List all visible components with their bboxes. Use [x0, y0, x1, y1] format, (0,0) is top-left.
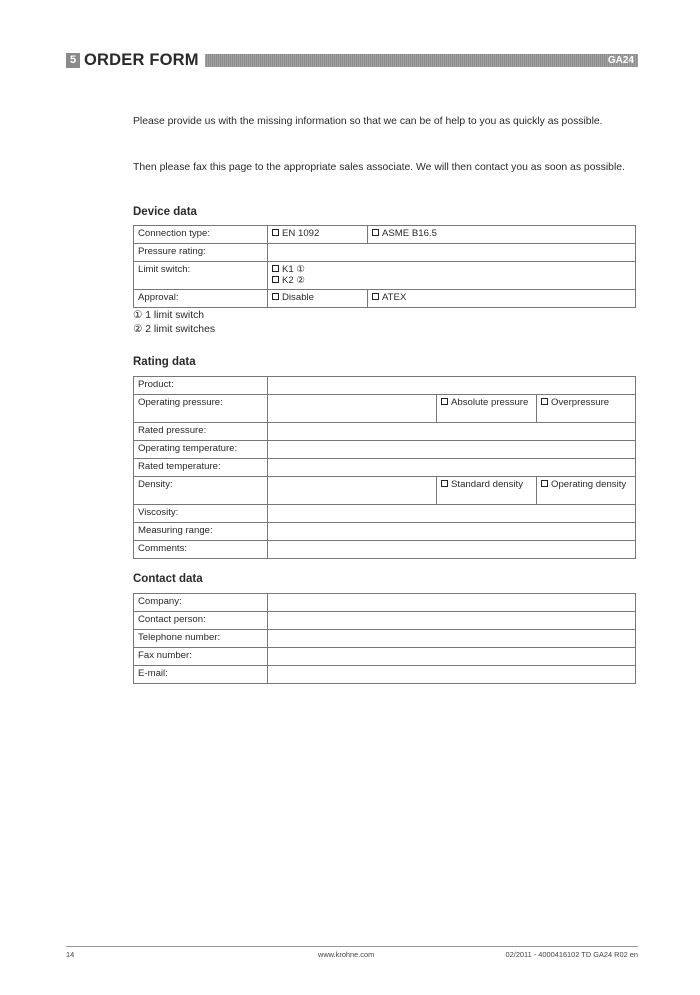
checkbox-icon[interactable]	[272, 265, 279, 272]
table-row	[134, 244, 636, 262]
approval-label: Approval:	[134, 290, 268, 308]
device-data-table	[133, 225, 636, 308]
device-data-heading: Device data	[133, 206, 197, 218]
footnote-2: ② 2 limit switches	[133, 324, 216, 335]
footer-website[interactable]: www.krohne.com	[318, 950, 375, 959]
checkbox-icon[interactable]	[441, 480, 448, 487]
email-label: E-mail:	[134, 666, 268, 684]
pressure-rating-label: Pressure rating:	[134, 244, 268, 262]
email-field[interactable]	[268, 666, 636, 684]
company-label: Company:	[134, 594, 268, 612]
fax-field[interactable]	[268, 648, 636, 666]
comments-field[interactable]	[268, 541, 636, 559]
overpressure-option[interactable]: Overpressure	[537, 395, 636, 423]
checkbox-icon[interactable]	[272, 293, 279, 300]
checkbox-icon[interactable]	[272, 276, 279, 283]
checkbox-icon[interactable]	[272, 229, 279, 236]
measuring-range-label: Measuring range:	[134, 523, 268, 541]
table-row	[134, 226, 636, 244]
checkbox-icon[interactable]	[372, 293, 379, 300]
checkbox-icon[interactable]	[541, 398, 548, 405]
header-bar	[205, 54, 638, 67]
measuring-range-field[interactable]	[268, 523, 636, 541]
intro-paragraph-2: Then please fax this page to the appropriate sales associate. We will then contact you as soon as possible.	[133, 162, 625, 173]
contact-person-label: Contact person:	[134, 612, 268, 630]
page-header	[66, 52, 638, 69]
page-title: ORDER FORM	[84, 51, 199, 69]
table-row	[134, 441, 636, 459]
table-row	[134, 648, 636, 666]
table-row	[134, 541, 636, 559]
contact-person-field[interactable]	[268, 612, 636, 630]
checkbox-icon[interactable]	[441, 398, 448, 405]
approval-disable-option[interactable]: Disable	[268, 290, 368, 308]
approval-atex-option[interactable]: ATEX	[368, 290, 636, 308]
doc-code: GA24	[607, 55, 634, 66]
viscosity-field[interactable]	[268, 505, 636, 523]
product-label: Product:	[134, 377, 268, 395]
operating-temperature-label: Operating temperature:	[134, 441, 268, 459]
comments-label: Comments:	[134, 541, 268, 559]
table-row	[134, 377, 636, 395]
company-field[interactable]	[268, 594, 636, 612]
checkbox-icon[interactable]	[372, 229, 379, 236]
footer-divider	[66, 946, 638, 947]
table-row	[134, 630, 636, 648]
checkbox-icon[interactable]	[541, 480, 548, 487]
table-row	[134, 290, 636, 308]
rating-data-table	[133, 376, 636, 559]
connection-asme-option[interactable]: ASME B16.5	[368, 226, 636, 244]
rated-temperature-label: Rated temperature:	[134, 459, 268, 477]
table-row	[134, 666, 636, 684]
table-row	[134, 262, 636, 290]
rating-data-heading: Rating data	[133, 356, 196, 368]
limit-switch-label: Limit switch:	[134, 262, 268, 290]
connection-type-label: Connection type:	[134, 226, 268, 244]
table-row	[134, 505, 636, 523]
section-number: 5	[66, 53, 80, 68]
table-row	[134, 523, 636, 541]
rated-pressure-label: Rated pressure:	[134, 423, 268, 441]
table-row	[134, 459, 636, 477]
limit-switch-k1-option[interactable]: K1 ①	[272, 264, 631, 275]
rated-pressure-field[interactable]	[268, 423, 636, 441]
telephone-field[interactable]	[268, 630, 636, 648]
contact-data-heading: Contact data	[133, 573, 203, 585]
footer-doc-ref: 02/2011 - 4000416102 TD GA24 R02 en	[505, 950, 638, 959]
page-number: 14	[66, 950, 75, 959]
table-row	[134, 477, 636, 505]
intro-paragraph-1: Please provide us with the missing information so that we can be of help to you as quickly as possible.	[133, 116, 603, 127]
table-row	[134, 612, 636, 630]
operating-pressure-field[interactable]	[268, 395, 437, 423]
table-row	[134, 594, 636, 612]
table-row	[134, 423, 636, 441]
operating-pressure-label: Operating pressure:	[134, 395, 268, 423]
density-field[interactable]	[268, 477, 437, 505]
telephone-label: Telephone number:	[134, 630, 268, 648]
viscosity-label: Viscosity:	[134, 505, 268, 523]
product-field[interactable]	[268, 377, 636, 395]
rated-temperature-field[interactable]	[268, 459, 636, 477]
connection-en1092-option[interactable]: EN 1092	[268, 226, 368, 244]
standard-density-option[interactable]: Standard density	[437, 477, 537, 505]
limit-switch-k2-option[interactable]: K2 ②	[272, 275, 631, 286]
limit-switch-options	[268, 262, 636, 290]
footnote-1: ① 1 limit switch	[133, 310, 205, 321]
absolute-pressure-option[interactable]: Absolute pressure	[437, 395, 537, 423]
fax-label: Fax number:	[134, 648, 268, 666]
pressure-rating-field[interactable]	[268, 244, 636, 262]
operating-density-option[interactable]: Operating density	[537, 477, 636, 505]
density-label: Density:	[134, 477, 268, 505]
operating-temperature-field[interactable]	[268, 441, 636, 459]
contact-data-table	[133, 593, 636, 684]
table-row	[134, 395, 636, 423]
